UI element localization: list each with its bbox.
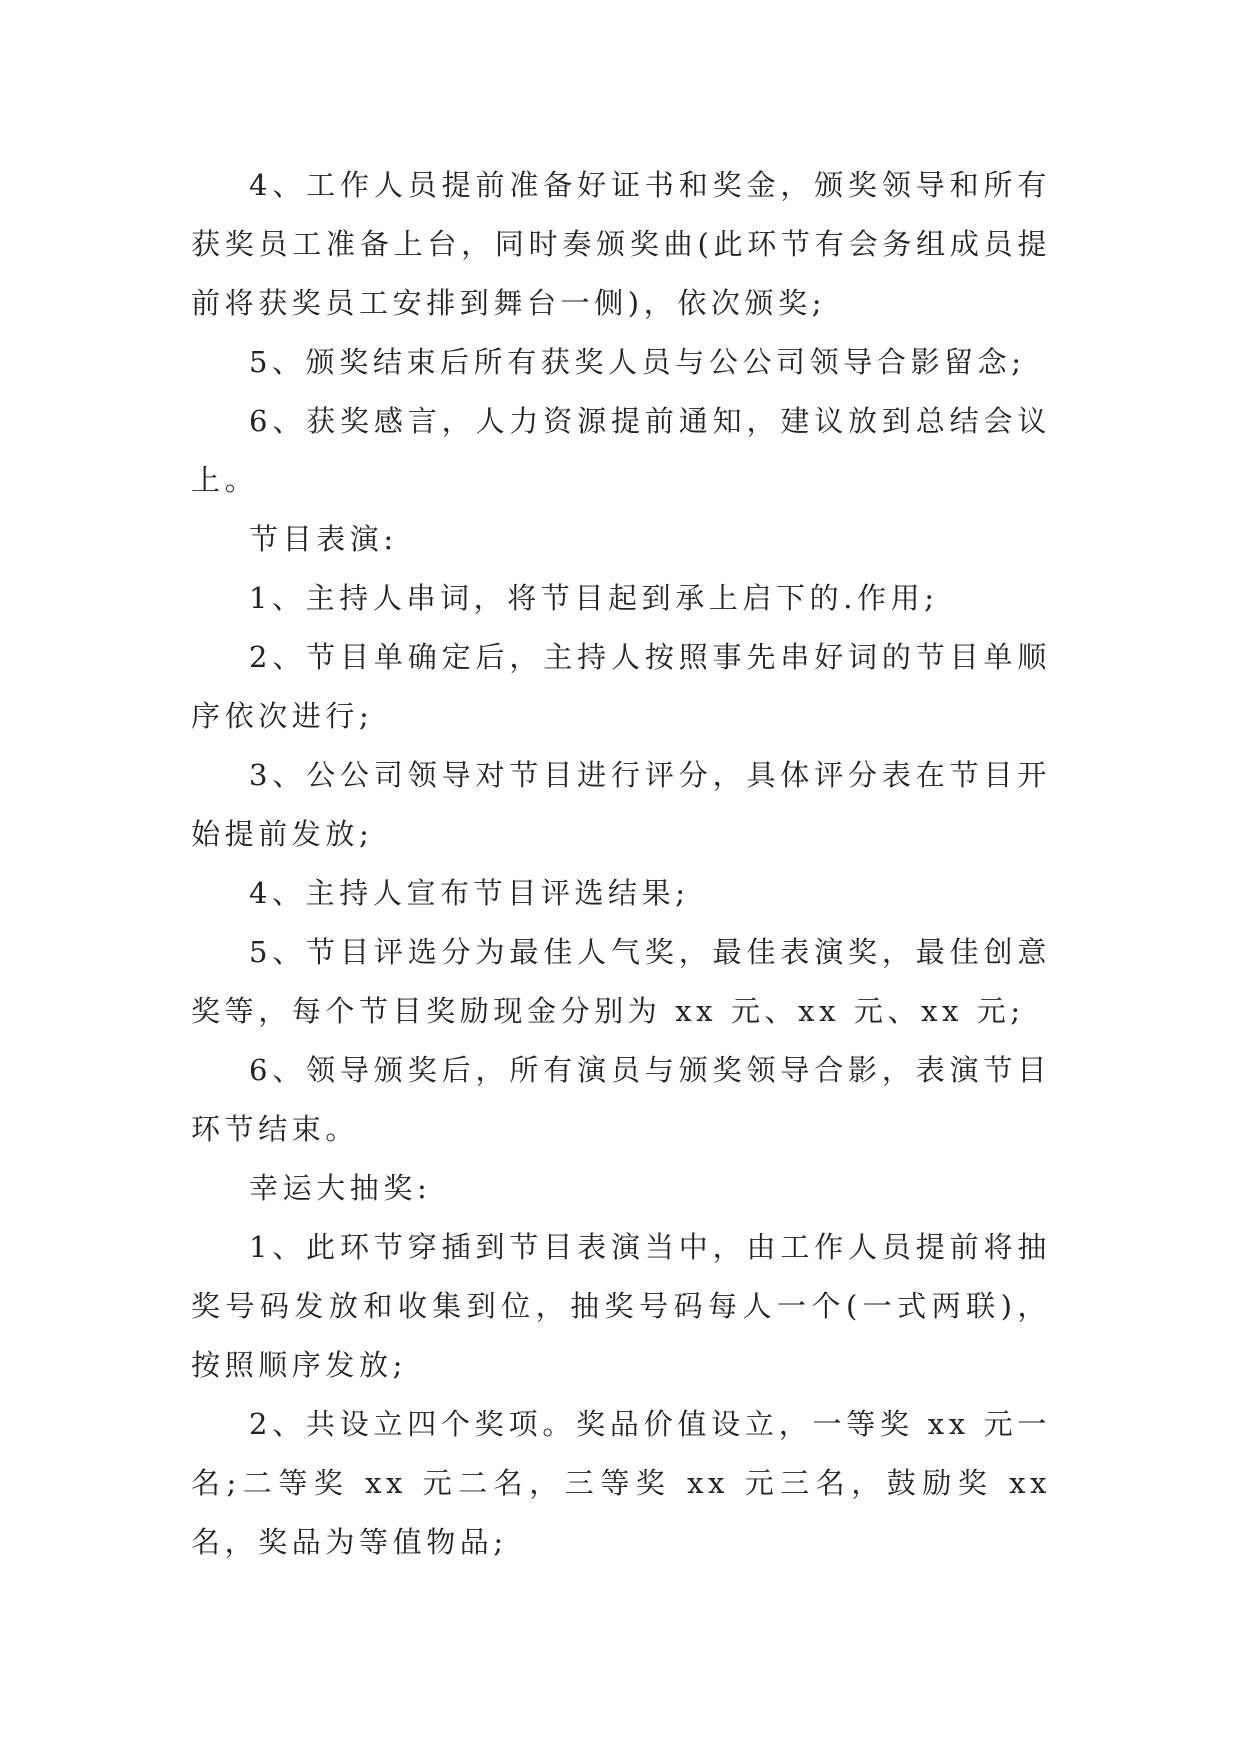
paragraph-prize-levels: 2、共设立四个奖项。奖品价值设立，一等奖 xx 元一名;二等奖 xx 元二名，三等奖 xx 元三名，鼓励奖 xx 名，奖品为等值物品; [191,1407,1051,1559]
paragraph-award-procedure: 4、工作人员提前准备好证书和奖金，颁奖领导和所有获奖员工准备上台，同时奏颁奖曲(此环节有会务组成员提前将获奖员工安排到舞台一侧)，依次颁奖; [191,168,1051,320]
paragraph-scoring: 3、公公司领导对节目进行评分，具体评分表在节目开始提前发放; [191,758,1051,851]
paragraph-host-lines: 1、主持人串词，将节目起到承上启下的.作用; [249,581,939,615]
paragraph-performance-end: 6、领导颁奖后，所有演员与颁奖领导合影，表演节目环节结束。 [191,1053,1051,1146]
paragraph-award-categories: 5、节目评选分为最佳人气奖，最佳表演奖，最佳创意奖等，每个节目奖励现金分别为 xx 元、xx 元、xx 元; [191,935,1051,1028]
section-heading-performances: 节目表演: [249,522,398,556]
paragraph-draw-numbers: 1、此环节穿插到节目表演当中，由工作人员提前将抽奖号码发放和收集到位，抽奖号码每人一个(一式两联)，按照顺序发放; [191,1230,1051,1382]
paragraph-program-order: 2、节目单确定后，主持人按照事先串好词的节目单顺序依次进行; [191,640,1051,733]
paragraph-results: 4、主持人宣布节目评选结果; [249,876,690,910]
paragraph-group-photo: 5、颁奖结束后所有获奖人员与公公司领导合影留念; [249,345,1026,379]
document-body [191,156,1051,1572]
section-heading-lucky-draw: 幸运大抽奖: [249,1171,432,1205]
paragraph-acceptance-speech: 6、获奖感言，人力资源提前通知，建议放到总结会议上。 [191,404,1051,497]
